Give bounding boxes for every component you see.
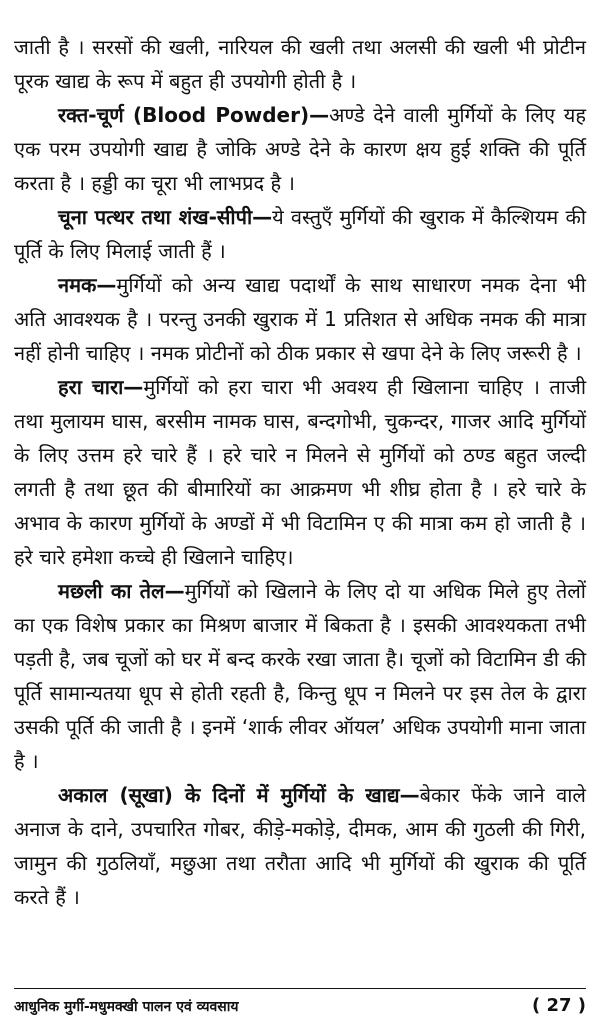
paragraph-heading: हरा चारा— [58,375,144,399]
paragraph-fish-oil [14,574,586,778]
paragraph-text: अण्डे देने वाली मुर्गियों के लिए यह एक परम उपयोगी खाद्य है जोकि अण्डे देने के कारण क्षय हुई शक्ति की पूर्ति करता है । हड्डी का चूरा भी लाभप्रद है । [14,103,586,195]
paragraph-blood-powder [14,98,586,200]
paragraph-text: मुर्गियों को हरा चारा भी अवश्य ही खिलाना चाहिए । ताजी तथा मुलायम घास, बरसीम नामक घास, बन्दगोभी, चुकन्दर, गाजर आदि मुर्गियों के लिए उत्तम हरे चारे हैं । हरे चारे न मिलने से मुर्गियों को ठण्ड बहुत जल्दी लगती है तथा छूत की बीमारियों का आक्रमण भी शीघ्र होता है । हरे चारे के अभाव के कारण मुर्गियों के अण्डों में भी विटामिन ए की मात्रा कम हो जाती है । हरे चारे हमेशा कच्चे ही खिलाने चाहिए। [14,375,586,569]
page-body [14,30,586,914]
paragraph-heading: रक्त-चूर्ण (Blood Powder)— [58,103,330,127]
book-title: आधुनिक मुर्गी-मधुमक्खी पालन एवं व्यवसाय [14,999,239,1015]
paragraph-text: मुर्गियों को अन्य खाद्य पदार्थों के साथ साधारण नमक देना भी अति आवश्यक है । परन्तु उनकी खुराक में 1 प्रतिशत से अधिक नमक की मात्रा नहीं होनी चाहिए । नमक प्रोटीनों को ठीक प्रकार से खपा देने के लिए जरूरी है । [14,273,586,365]
paragraph-text: मुर्गियों को खिलाने के लिए दो या अधिक मिले हुए तेलों का एक विशेष प्रकार का मिश्रण बाजार में बिकता है । इसकी आवश्यकता तभी पड़ती है, जब चूजों को घर में बन्द करके रखा जाता है। चूजों को विटामिन डी की पूर्ति सामान्यतया धूप से होती रहती है, किन्तु धूप न मिलने पर इस तेल के द्वारा उसकी पूर्ति की जाती है । इनमें ‘शार्क लीवर ऑयल’ अधिक उपयोगी माना जाता है । [14,579,586,773]
paragraph-continuation [14,30,586,98]
paragraph-heading: अकाल (सूखा) के दिनों में मुर्गियों के खाद्य— [58,783,420,807]
paragraph-text: बेकार फेंके जाने वाले अनाज के दाने, उपचारित गोबर, कीड़े-मकोड़े, दीमक, आम की गुठली की गिरी, जामुन की गुठलियाँ, मछुआ तथा तरौता आदि भी मुर्गियों की खुराक की पूर्ति करते हैं । [14,783,586,909]
paragraph-limestone-shell [14,200,586,268]
paragraph-text: जाती है । सरसों की खली, नारियल की खली तथा अलसी की खली भी प्रोटीन पूरक खाद्य के रूप में बहुत ही उपयोगी होती है । [14,35,586,93]
paragraph-salt [14,268,586,370]
paragraph-heading: मछली का तेल— [58,579,185,603]
paragraph-green-fodder [14,370,586,574]
paragraph-heading: चूना पत्थर तथा शंख-सीपी— [58,205,273,229]
page-number: ( 27 ) [531,995,586,1016]
paragraph-text: ये वस्तुएँ मुर्गियों की खुराक में कैल्शियम की पूर्ति के लिए मिलाई जाती हैं । [14,205,586,263]
page-footer [14,988,586,1016]
paragraph-famine-feed [14,778,586,914]
paragraph-heading: नमक— [58,273,117,297]
